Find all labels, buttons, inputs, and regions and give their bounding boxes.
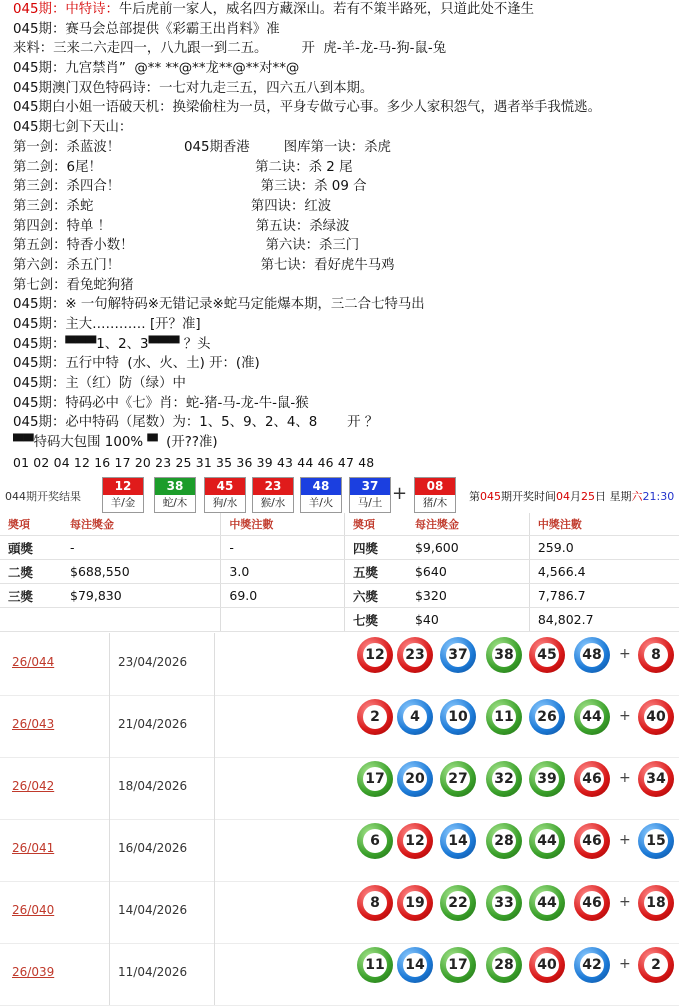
header-cell: 奬項 (344, 513, 407, 536)
lottery-ball (397, 823, 433, 859)
prize-winners (221, 608, 345, 632)
column-divider (109, 695, 110, 757)
lottery-ball (529, 823, 565, 859)
result-number-box (102, 477, 144, 513)
result-number-box (154, 477, 196, 513)
plus-sign: + (619, 956, 631, 972)
text-segment: 第三剑：杀蛇 第四诀：红波 (13, 198, 332, 214)
text-line (13, 158, 673, 178)
text-segment: 045期：※ 一句解特码※无错记录※蛇马定能爆本期，三二合七特马出 (13, 297, 425, 313)
text-segment: 045期七剑下天山： (13, 120, 133, 136)
ball-number: 10 (446, 705, 470, 729)
header-cell: 每注獎金 (62, 513, 221, 536)
history-row (0, 881, 679, 944)
text-segment: 来料：三来二六走四一，八九跟一到二五。 开 虎-羊-龙-马-狗-鼠-兔 (13, 41, 447, 57)
plus-sign: + (619, 832, 631, 848)
text-line (13, 20, 673, 40)
lottery-ball (486, 885, 522, 921)
history-row (0, 757, 679, 820)
text-line (13, 138, 673, 158)
ball-number: 39 (535, 767, 559, 791)
ball-number: 17 (446, 953, 470, 977)
text-line (13, 236, 673, 256)
text-line (13, 79, 673, 99)
history-row (0, 633, 679, 696)
draw-date: 23/04/2026 (118, 655, 188, 669)
lottery-ball (440, 823, 476, 859)
ball-number: 22 (446, 891, 470, 915)
prize-winners: 69.0 (221, 584, 345, 608)
lottery-ball (397, 947, 433, 983)
draw-date: 14/04/2026 (118, 903, 188, 917)
prize-level: 四獎 (344, 536, 407, 560)
prize-winners: 7,786.7 (529, 584, 679, 608)
ball-number: 33 (492, 891, 516, 915)
history-row (0, 943, 679, 1006)
prize-row (0, 560, 679, 584)
plus-sign: + (392, 483, 408, 504)
text-segment: 045期：九宫禁肖” @** **@**龙**@**对**@ (13, 61, 300, 77)
text-segment: 045期：中特诗： (13, 2, 119, 17)
lottery-ball (357, 823, 393, 859)
column-divider (109, 633, 110, 695)
prize-amount: - (62, 536, 221, 560)
text-line (13, 433, 673, 453)
lottery-ball (638, 637, 674, 673)
lottery-ball (440, 947, 476, 983)
lottery-ball (529, 761, 565, 797)
text-segment: 045期：必中特码（尾数）为：1、5、9、2、4、8 开 ？ (13, 415, 379, 431)
prize-level: 頭獎 (0, 536, 62, 560)
header-cell: 中獎注數 (221, 513, 345, 536)
ball-number: 26 (535, 705, 559, 729)
column-divider (214, 819, 215, 881)
lottery-ball (574, 885, 610, 921)
lottery-ball (529, 885, 565, 921)
plus-sign: + (619, 770, 631, 786)
ball-number: 38 (492, 643, 516, 667)
result-number-box (252, 477, 294, 513)
ball-number: 17 (363, 767, 387, 791)
ball-number: 11 (363, 953, 387, 977)
ball-number: 4 (403, 705, 427, 729)
lottery-ball (486, 947, 522, 983)
text-segment: 045期白小姐一语破天机：换梁偷柱为一员，平身专做亏心事。多少人家积怨气，遇者举手我慌逃。 (13, 100, 601, 116)
ball-number: 40 (644, 705, 668, 729)
prize-row (0, 536, 679, 560)
ball-number: 2 (363, 705, 387, 729)
prize-amount (62, 608, 221, 632)
column-divider (109, 757, 110, 819)
column-divider (214, 881, 215, 943)
text-line (13, 394, 673, 414)
lottery-ball (574, 823, 610, 859)
text-segment: 01 02 04 12 16 17 20 23 25 31 35 36 39 43 44 46 47 48 (13, 454, 375, 470)
text-segment: 045期：主大………… [开？准] (13, 317, 201, 332)
text-line (13, 118, 673, 138)
draw-history-list (0, 633, 679, 982)
ball-number: 2 (644, 953, 668, 977)
result-zodiac: 猴/水 (253, 495, 293, 511)
lottery-ball (397, 885, 433, 921)
lottery-ball (574, 699, 610, 735)
plus-sign: + (619, 894, 631, 910)
text-line (13, 0, 673, 20)
text-line (13, 335, 673, 355)
lottery-ball (529, 947, 565, 983)
prize-winners: 4,566.4 (529, 560, 679, 584)
ball-number: 23 (403, 643, 427, 667)
result-zodiac: 羊/金 (103, 495, 143, 511)
prize-table (0, 513, 679, 633)
lottery-ball (397, 637, 433, 673)
ball-number: 15 (644, 829, 668, 853)
issue-link[interactable]: 26/039 (12, 965, 55, 979)
column-divider (214, 633, 215, 695)
prize-winners: 3.0 (221, 560, 345, 584)
prize-amount: $9,600 (407, 536, 529, 560)
ball-number: 14 (403, 953, 427, 977)
ball-number: 19 (403, 891, 427, 915)
result-zodiac: 猪/木 (415, 495, 455, 511)
issue-link[interactable]: 26/044 (12, 655, 55, 669)
text-line (13, 453, 673, 473)
prize-amount: $640 (407, 560, 529, 584)
prize-amount: $40 (407, 608, 529, 632)
prize-level: 七獎 (344, 608, 407, 632)
prize-table-header (0, 513, 679, 536)
column-divider (109, 881, 110, 943)
lottery-ball (486, 699, 522, 735)
text-line (13, 98, 673, 118)
lottery-ball (357, 699, 393, 735)
ball-number: 37 (446, 643, 470, 667)
history-row (0, 819, 679, 882)
text-segment: 045期：主（红）防（绿）中 (13, 376, 186, 392)
ball-number: 6 (363, 829, 387, 853)
ball-number: 46 (580, 829, 604, 853)
text-line (13, 413, 673, 433)
ball-number: 44 (580, 705, 604, 729)
prize-level: 三獎 (0, 584, 62, 608)
ball-number: 46 (580, 767, 604, 791)
text-line (13, 374, 673, 394)
lottery-ball (638, 699, 674, 735)
ball-number: 42 (580, 953, 604, 977)
text-line (13, 197, 673, 217)
draw-date: 21/04/2026 (118, 717, 188, 731)
text-segment: 045期：▀▀▀1、2、3▀▀▀ ？头 (13, 336, 211, 352)
ball-number: 8 (644, 643, 668, 667)
ball-number: 45 (535, 643, 559, 667)
column-divider (214, 695, 215, 757)
result-number: 38 (155, 478, 195, 495)
prize-amount: $79,830 (62, 584, 221, 608)
text-line (13, 39, 673, 59)
lottery-ball (397, 699, 433, 735)
prize-winners: 259.0 (529, 536, 679, 560)
history-row (0, 695, 679, 758)
prize-amount: $320 (407, 584, 529, 608)
text-line (13, 295, 673, 315)
result-label: 044期开奖结果 (5, 490, 81, 503)
result-number-box (349, 477, 391, 513)
header-cell: 每注獎金 (407, 513, 529, 536)
lottery-ball (486, 761, 522, 797)
text-segment: 045期：特码必中《七》肖：蛇-猪-马-龙-牛-鼠-猴 (13, 395, 309, 411)
ball-number: 44 (535, 829, 559, 853)
lottery-ball (440, 885, 476, 921)
text-segment: 第五剑：特香小数！ 第六诀：杀三门 (13, 238, 360, 254)
result-zodiac: 狗/水 (205, 495, 245, 511)
lottery-ball (529, 637, 565, 673)
lottery-ball (397, 761, 433, 797)
column-divider (214, 757, 215, 819)
column-divider (214, 943, 215, 1005)
ball-number: 32 (492, 767, 516, 791)
text-line (13, 315, 673, 335)
text-segment: 牛后虎前一家人，威名四方藏深山。若有不策半路死，只道此处不逢生 (118, 2, 535, 17)
text-segment: 第一剑：杀蓝波！ 045期香港 图库第一诀：杀虎 (13, 139, 391, 155)
issue-link[interactable]: 26/043 (12, 717, 55, 731)
result-number-box (414, 477, 456, 513)
text-line (13, 276, 673, 296)
next-draw-info: 第045期开奖时间04月25日 星期六21:30 (469, 490, 675, 503)
lottery-ball (357, 947, 393, 983)
ball-number: 12 (363, 643, 387, 667)
draw-date: 16/04/2026 (118, 841, 188, 855)
ball-number: 48 (580, 643, 604, 667)
draw-date: 18/04/2026 (118, 779, 188, 793)
result-number: 45 (205, 478, 245, 495)
text-line (13, 256, 673, 276)
ball-number: 8 (363, 891, 387, 915)
plus-sign: + (619, 708, 631, 724)
ball-number: 34 (644, 767, 668, 791)
ball-number: 12 (403, 829, 427, 853)
text-segment: 第二剑：6尾！ 第二诀：杀 2 尾 (13, 159, 353, 175)
ball-number: 28 (492, 829, 516, 853)
lottery-ball (357, 761, 393, 797)
draw-result-bar (0, 477, 679, 513)
result-number: 23 (253, 478, 293, 495)
text-segment: 045期澳门双色特码诗：一七对九走三五，四六五八到本期。 (13, 80, 374, 96)
lottery-ball (486, 823, 522, 859)
text-segment: 第四剑：特单 ！ 第五诀：杀绿波 (13, 218, 350, 234)
lottery-ball (357, 637, 393, 673)
prize-level (0, 608, 62, 632)
ball-number: 46 (580, 891, 604, 915)
text-segment: 第六剑：杀五门！ 第七诀：看好虎牛马鸡 (13, 257, 395, 273)
lottery-ball (486, 637, 522, 673)
text-line (13, 59, 673, 79)
column-divider (109, 943, 110, 1005)
text-line (13, 217, 673, 237)
text-segment: 045期：赛马会总部提供《彩霸王出肖料》准 (13, 21, 280, 37)
result-number: 37 (350, 478, 390, 495)
ball-number: 14 (446, 829, 470, 853)
result-number-box (300, 477, 342, 513)
lottery-ball (529, 699, 565, 735)
issue-link[interactable]: 26/042 (12, 779, 55, 793)
lottery-ball (574, 947, 610, 983)
lottery-ball (440, 761, 476, 797)
lottery-ball (638, 823, 674, 859)
lottery-ball (638, 885, 674, 921)
ball-number: 28 (492, 953, 516, 977)
result-number-box (204, 477, 246, 513)
result-zodiac: 马/土 (350, 495, 390, 511)
text-segment: 第三剑：杀四合！ 第三诀：杀 09 合 (13, 179, 367, 195)
ball-number: 11 (492, 705, 516, 729)
text-segment: 045期：五行中特 (水、火、土) 开：(准) (13, 356, 260, 372)
ball-number: 44 (535, 891, 559, 915)
prize-level: 五獎 (344, 560, 407, 584)
issue-link[interactable]: 26/041 (12, 841, 55, 855)
lottery-ball (440, 637, 476, 673)
result-number: 48 (301, 478, 341, 495)
text-line (13, 177, 673, 197)
result-zodiac: 羊/火 (301, 495, 341, 511)
ball-number: 27 (446, 767, 470, 791)
ball-number: 20 (403, 767, 427, 791)
result-number: 12 (103, 478, 143, 495)
prize-row (0, 584, 679, 608)
lottery-ball (357, 885, 393, 921)
lottery-ball (638, 947, 674, 983)
text-segment: 第七剑：看兔蛇狗猪 (13, 277, 134, 293)
prize-winners: - (221, 536, 345, 560)
prize-level: 六獎 (344, 584, 407, 608)
result-zodiac: 蛇/木 (155, 495, 195, 511)
ball-number: 18 (644, 891, 668, 915)
prize-winners: 84,802.7 (529, 608, 679, 632)
lottery-ball (440, 699, 476, 735)
prize-row (0, 608, 679, 632)
text-segment: ▀▀特码大包围 100% ▀ (开??准) (13, 435, 218, 451)
plus-sign: + (619, 646, 631, 662)
header-cell: 中獎注數 (529, 513, 679, 536)
prize-level: 二獎 (0, 560, 62, 584)
lottery-ball (574, 761, 610, 797)
draw-date: 11/04/2026 (118, 965, 188, 979)
column-divider (109, 819, 110, 881)
text-line (13, 354, 673, 374)
issue-link[interactable]: 26/040 (12, 903, 55, 917)
lottery-ball (638, 761, 674, 797)
lottery-ball (574, 637, 610, 673)
result-number: 08 (415, 478, 455, 495)
ball-number: 40 (535, 953, 559, 977)
header-cell: 奬項 (0, 513, 62, 536)
prize-amount: $688,550 (62, 560, 221, 584)
prediction-text-block (13, 0, 673, 473)
